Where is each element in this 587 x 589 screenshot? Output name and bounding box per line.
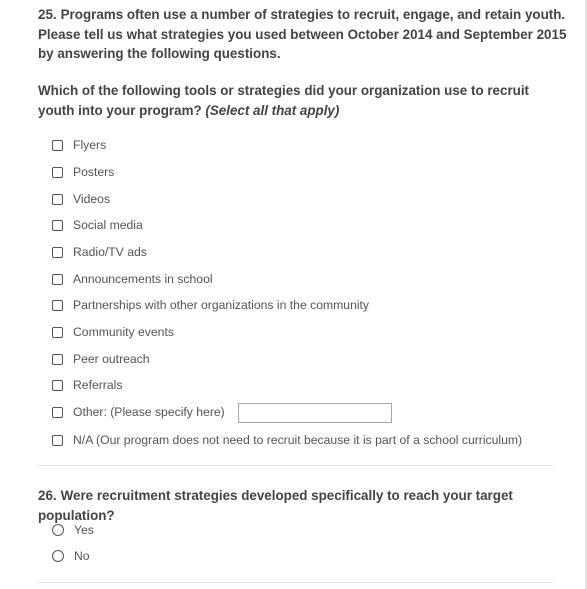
option-flyers[interactable]	[52, 136, 106, 154]
option-label: Flyers	[73, 138, 107, 152]
question-25-prompt-line-2	[38, 101, 529, 121]
option-not-applicable[interactable]	[52, 431, 522, 449]
checkbox-partnerships[interactable]	[52, 300, 63, 311]
question-25-intro-text-1: Programs often use a number of strategies to recruit, engage, and retain youth.	[60, 7, 566, 22]
checkbox-other[interactable]	[52, 407, 63, 418]
radio-yes[interactable]	[52, 524, 64, 536]
checkbox-social-media[interactable]	[52, 220, 63, 231]
question-25-intro-line-2: Please tell us what strategies you used between October 2014 and September 2015	[38, 26, 567, 42]
option-referrals[interactable]	[52, 376, 122, 394]
checkbox-peer-outreach[interactable]	[52, 354, 63, 365]
option-other[interactable]	[52, 403, 225, 421]
option-social-media[interactable]	[52, 216, 143, 234]
question-26-prompt	[38, 486, 587, 525]
other-specify-input[interactable]	[238, 403, 392, 423]
option-peer-outreach[interactable]	[52, 350, 150, 368]
question-25-intro-line-3: by answering the following questions.	[38, 46, 281, 61]
option-posters[interactable]	[52, 163, 114, 181]
option-partnerships[interactable]	[52, 296, 369, 314]
option-videos[interactable]	[52, 190, 110, 208]
option-radio-tv-ads[interactable]	[52, 243, 147, 261]
option-label: Social media	[73, 218, 143, 232]
option-community-events[interactable]	[52, 323, 174, 341]
checkbox-community-events[interactable]	[52, 327, 63, 338]
option-no[interactable]	[52, 547, 90, 565]
question-25-intro-line-1	[38, 5, 566, 25]
checkbox-announcements-in-school[interactable]	[52, 274, 63, 285]
option-label: Announcements in school	[73, 272, 213, 286]
question-25-prompt-line-1: Which of the following tools or strategies did your organization use to recruit	[38, 83, 530, 98]
checkbox-posters[interactable]	[52, 167, 63, 178]
question-26-text: Were recruitment strategies developed specifically to reach your target population?	[38, 488, 513, 523]
option-label: Referrals	[73, 378, 123, 392]
option-label: Yes	[74, 523, 94, 537]
checkbox-flyers[interactable]	[52, 140, 63, 151]
checkbox-not-applicable[interactable]	[52, 435, 63, 446]
section-divider	[38, 465, 553, 466]
question-26-number: 26.	[38, 488, 57, 503]
option-label: Radio/TV ads	[73, 245, 147, 259]
option-announcements-in-school[interactable]	[52, 270, 213, 288]
option-label: Videos	[73, 192, 111, 206]
radio-no[interactable]	[52, 550, 64, 562]
checkbox-radio-tv-ads[interactable]	[52, 247, 63, 258]
option-label: Other: (Please specify here)	[73, 405, 225, 419]
option-label: Peer outreach	[73, 352, 150, 366]
question-25-prompt-text-2: youth into your program?	[38, 102, 202, 118]
option-yes[interactable]	[52, 521, 94, 539]
question-25-prompt	[38, 81, 529, 120]
question-25-number: 25.	[38, 7, 57, 22]
option-label: Partnerships with other organizations in the community	[73, 298, 370, 312]
option-label: Community events	[73, 325, 174, 339]
option-label: Posters	[73, 165, 115, 179]
question-25-instruction: (Select all that apply)	[205, 102, 340, 118]
section-divider	[38, 582, 553, 583]
option-label: No	[74, 549, 90, 563]
question-25-intro	[38, 5, 566, 64]
checkbox-videos[interactable]	[52, 194, 63, 205]
checkbox-referrals[interactable]	[52, 380, 63, 391]
option-label: N/A (Our program does not need to recruit because it is part of a school curriculum)	[73, 433, 523, 447]
